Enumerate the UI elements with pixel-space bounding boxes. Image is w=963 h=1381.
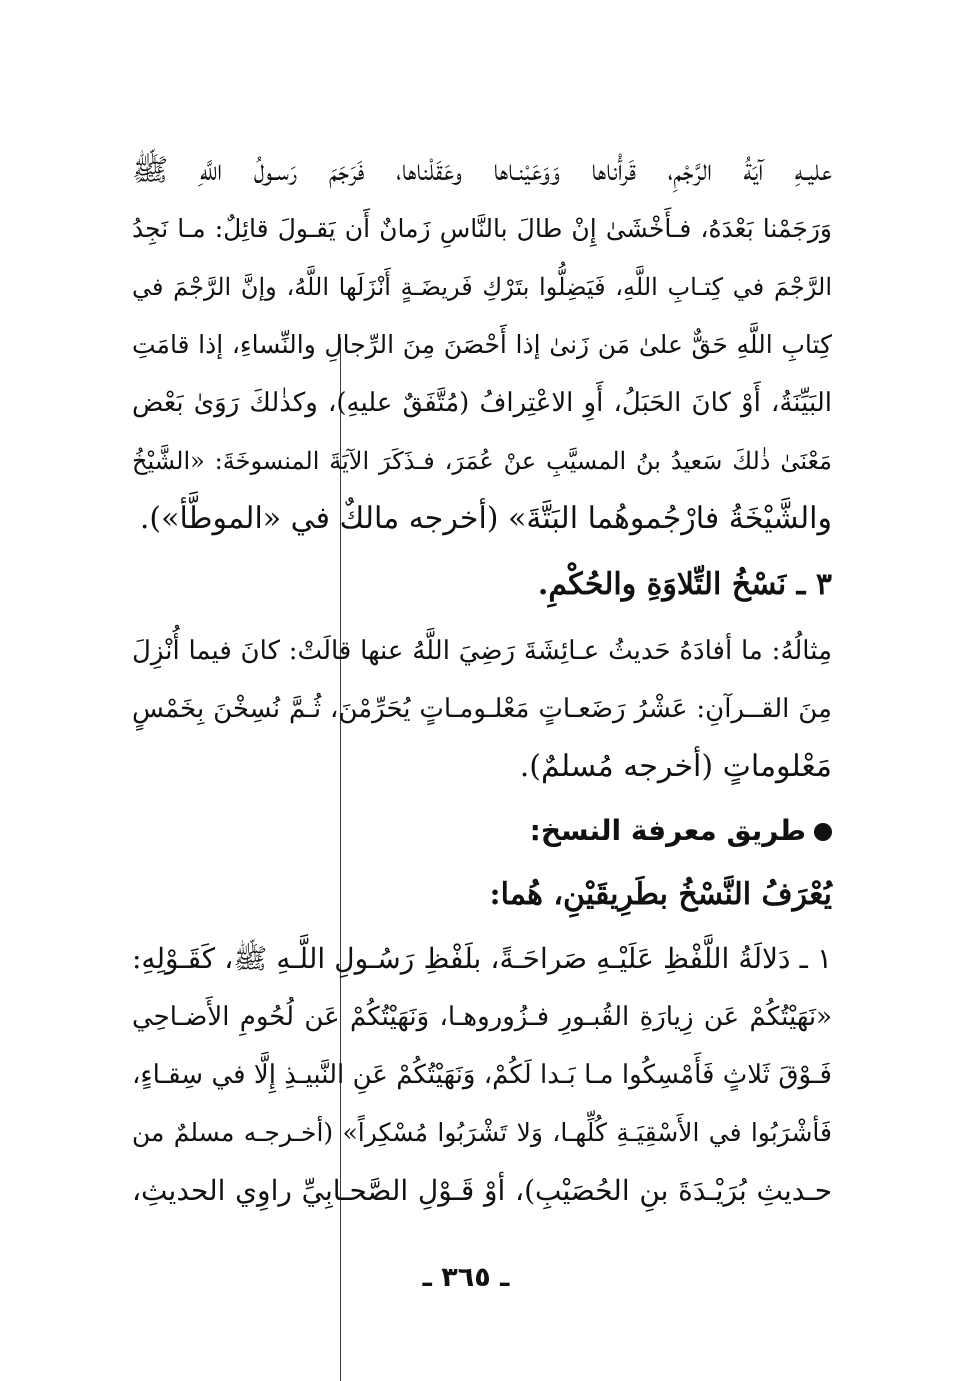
bullet-dot-icon: [814, 823, 832, 841]
text-line: حـديثِ بُرَيْـدَةَ بنِ الحُصَيْبِ)، أوْ قَـوْلِ الصَّحـابِيِّ راوِي الحديثِ،: [132, 1174, 832, 1207]
text-line: «نَهَيْتُكُمْ عَن زِيارَةِ القُبـورِ فـزُوروهـا، وَنَهَيْتُكُمْ عَن لُحُومِ الأَضـاحِي: [132, 1002, 832, 1032]
text-line: فَـوْقَ ثَلاثٍ فَأَمْسِكُوا مـا بَـدا لَكُمْ، وَنَهَيْتُكُمْ عَنِ النَّبيـذِ إِلَّا في سِقـاءٍ،: [132, 1060, 832, 1090]
text-line: عليـهِ آيَةُ الرَّجْمِ، قَرأْناها وَوَعَيْنـاها وعَقَلْناها، فَرَجَمَ رَسـولُ اللَّهِ ﷺ: [132, 153, 832, 188]
page-number: ـ ٣٦٥ ـ: [422, 1262, 510, 1293]
text-line: مِنَ القــرآنِ: عَشْرُ رَضَعـاتٍ مَعْلـومـاتٍ يُحَرِّمْنَ، ثُـمَّ نُسِخْنَ بِخَمْسٍ: [132, 694, 832, 724]
text-line: مَعْلوماتٍ (أخرجه مُسلمٌ).: [519, 749, 832, 784]
text-line: البَيِّنَةُ، أَوْ كانَ الحَبَلُ، أَوِ الاعْتِرافُ (مُتَّفَقٌ عليهِ)، وكذٰلكَ رَوَىٰ بَعْض: [132, 388, 832, 418]
paragraph-rajm-verse: [132, 142, 832, 548]
text-line: والشَّيْخَةُ فارْجُموهُما البَتَّةَ» (أخرجه مالكٌ في «الموطَّأ»).: [139, 501, 832, 536]
text-line: مِثالُهُ: ما أفادَهُ حَديثُ عـائِشَةَ رَضِيَ اللَّهُ عنها قالَتْ: كانَ فيما أُنْزِلَ: [132, 636, 832, 666]
text-line: مَعْنَىٰ ذٰلكَ سَعيدُ بنُ المسيَّبِ عنْ عُمَرَ، فـذَكَرَ الآيَةَ المنسوخَةَ: «الشَّيْخُ: [132, 447, 832, 475]
paragraph-first-method: [132, 930, 832, 1220]
paragraph-aisha-hadith: [132, 622, 832, 796]
intro-line: يُعْرَفُ النَّسْخُ بطَرِيقَيْنِ، هُما:: [489, 877, 832, 912]
text-line: الرَّجْمَ في كِتـابِ اللَّهِ، فَيَضِلُّوا بتَرْكِ فَريضَـةٍ أَنْزَلَها اللَّهُ، وإنَّ الرَّجْمَ في: [132, 273, 832, 301]
subheading-abrogation-recitation-ruling: ٣ ـ نَسْخُ التِّلاوَةِ والحُكْمِ.: [537, 567, 832, 602]
text-line: وَرَجَمْنا بَعْدَهُ، فـأَخْشَىٰ إِنْ طالَ بالنَّاسِ زَمانٌ أَن يَقـولَ قائِلٌ: مـا نَجِدُ: [132, 214, 832, 243]
text-line: كِتابِ اللَّهِ حَقٌّ علىٰ مَن زَنىٰ إذا أَحْصَنَ مِنَ الرِّجالِ والنِّساءِ، إذا قامَتِ: [132, 330, 832, 359]
section-heading: [132, 802, 832, 860]
section-heading-text: طريق معرفة النسخ:: [529, 814, 806, 847]
text-line: ١ ـ دَلالَةُ اللَّفْظِ عَلَيْـهِ صَراحَـةً، بلَفْظِ رَسُـولِ اللَّـهِ ﷺ، كَقَـوْلِهِ:: [132, 942, 832, 975]
main-text-block: [132, 142, 832, 1220]
text-line: فَأشْرَبُوا في الأَسْقِيَـةِ كُلِّهـا، وَلا تَشْرَبُوا مُسْكِراً» (أخـرجـه مسلمٌ من: [132, 1118, 832, 1147]
